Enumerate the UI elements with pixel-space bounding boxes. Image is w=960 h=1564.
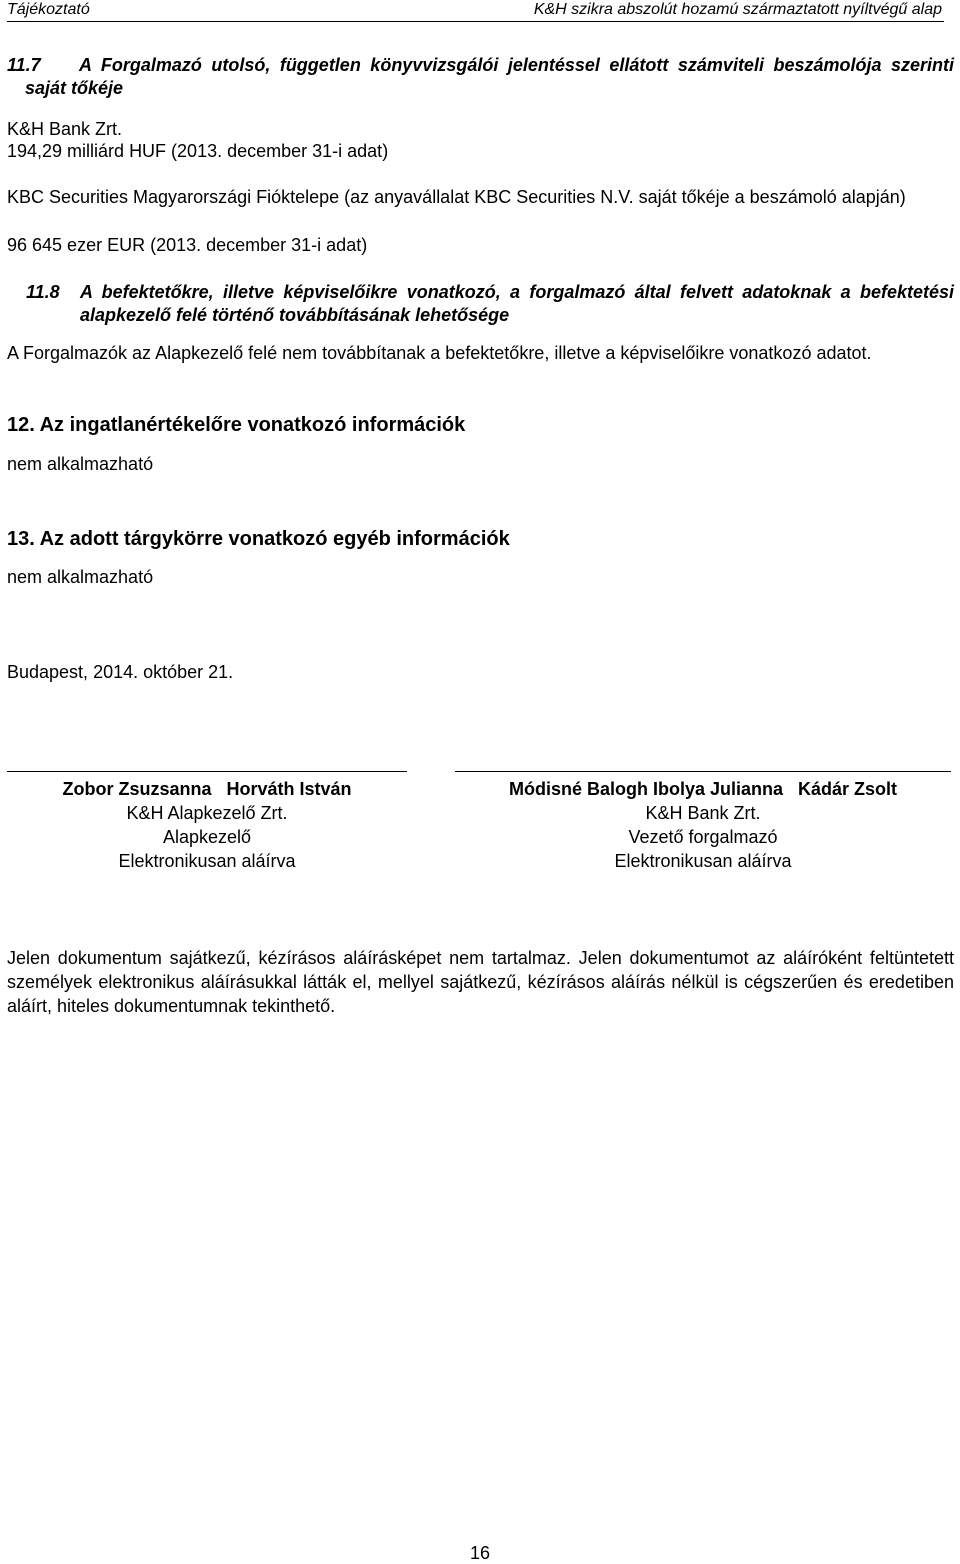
section-11-8-body: A Forgalmazók az Alapkezelő felé nem továbbítanak a befektetőkre, illetve a képviselőikre vonatkozó adatot. xyxy=(7,343,872,363)
section-11-8-heading xyxy=(7,281,954,327)
signatory-company-left: K&H Alapkezelő Zrt. xyxy=(126,803,288,823)
section-11-7-heading xyxy=(7,54,954,100)
signatory-names-left: Zobor Zsuzsanna Horváth István xyxy=(62,779,352,799)
kbc-equity: 96 645 ezer EUR (2013. december 31-i adat) xyxy=(7,235,368,255)
signatory-role-left: Alapkezelő xyxy=(162,827,252,847)
section-11-8-title: A befektetőkre, illetve képviselőikre vonatkozó, a forgalmazó által felvett adatoknak a befektetési alapkezelő felé történő továbbításának lehetősége xyxy=(80,282,954,325)
signature-block-right xyxy=(455,771,951,873)
section-12-title: 12. Az ingatlanértékelőre vonatkozó információk xyxy=(7,414,466,436)
signatory-note-left: Elektronikusan aláírva xyxy=(118,851,296,871)
kh-bank-equity: 194,29 milliárd HUF (2013. december 31-i adat) xyxy=(7,141,389,161)
kbc-description: KBC Securities Magyarországi Fióktelepe (az anyavállalat KBC Securities N.V. saját tőkéje a beszámoló alapján) xyxy=(7,187,906,207)
signature-line-right xyxy=(455,771,951,772)
header-left-title: Tájékoztató xyxy=(7,1,90,18)
place-date: Budapest, 2014. október 21. xyxy=(7,662,234,682)
signature-line-left xyxy=(7,771,407,772)
section-12-body: nem alkalmazható xyxy=(7,454,154,474)
kh-bank-name: K&H Bank Zrt. xyxy=(7,119,123,139)
section-11-8-number: 11.8 xyxy=(26,282,60,302)
signatory-note-right: Elektronikusan aláírva xyxy=(614,851,792,871)
signatory-role-right: Vezető forgalmazó xyxy=(628,827,778,847)
section-13-title: 13. Az adott tárgykörre vonatkozó egyéb információk xyxy=(7,528,510,550)
signatory-company-right: K&H Bank Zrt. xyxy=(645,803,761,823)
section-11-7-number: 11.7 xyxy=(7,55,41,75)
section-11-7-title: A Forgalmazó utolsó, független könyvvizsgálói jelentéssel ellátott számviteli beszámolója szerinti saját tőkéje xyxy=(25,55,954,98)
page-number: 16 xyxy=(469,1543,491,1563)
electronic-signature-disclaimer: Jelen dokumentum sajátkezű, kézírásos aláírásképet nem tartalmaz. Jelen dokumentumot az aláíróként feltüntetett személyek elektronikus aláírásukkal látták el, mellyel sajátkezű, kézírásos aláírás nélkül is cégszerűen és eredetiben aláírt, hiteles dokumentumnak tekinthető. xyxy=(7,948,954,1016)
signature-block-left xyxy=(7,771,407,873)
section-13-body: nem alkalmazható xyxy=(7,567,154,587)
header-right-title: K&H szikra abszolút hozamú származtatott nyíltvégű alap xyxy=(533,1,942,18)
signatory-names-right: Módisné Balogh Ibolya Julianna Kádár Zsolt xyxy=(508,779,898,799)
header-divider xyxy=(7,21,944,22)
